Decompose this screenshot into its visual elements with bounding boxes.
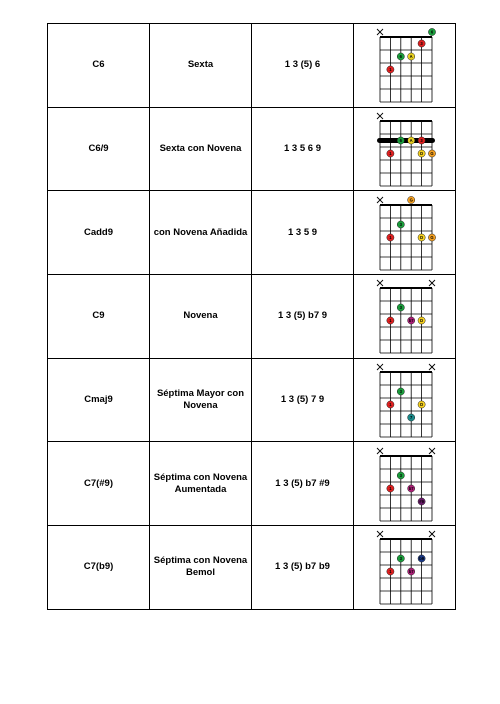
finger-dot-label: A (409, 54, 413, 60)
finger-dot-label: 1 (388, 67, 392, 73)
finger-dot-label: 1 (388, 569, 392, 575)
chord-diagram (368, 362, 442, 438)
chord-type: Séptima con Novena Bemol (150, 526, 252, 610)
finger-dot-label: 3 (399, 472, 402, 478)
chord-diagram-cell (354, 24, 456, 108)
chord-diagram (368, 529, 442, 605)
finger-dot-label: G (429, 151, 434, 157)
chord-name: C7(#9) (48, 442, 150, 526)
finger-dot-label: 1 (388, 234, 392, 240)
chord-diagram-cell (354, 526, 456, 610)
finger-dot-label: G (429, 234, 434, 240)
finger-dot-label: #9 (418, 498, 424, 504)
chord-table-body (48, 24, 456, 610)
chord-row (48, 358, 456, 442)
chord-row (48, 526, 456, 610)
finger-dot-label: 3 (419, 41, 423, 47)
chord-name: Cadd9 (48, 191, 150, 275)
chord-diagram (368, 446, 442, 522)
chord-intervals: 1 3 (5) 6 (252, 24, 354, 108)
chord-diagram-cell (354, 275, 456, 359)
finger-dot-label: b7 (408, 318, 414, 324)
chord-diagram-cell (354, 191, 456, 275)
finger-dot-label: 1 (388, 402, 392, 408)
chord-diagram-cell (354, 442, 456, 526)
chord-intervals: 1 3 (5) b7 b9 (252, 526, 354, 610)
finger-dot-label: 7 (409, 415, 412, 421)
finger-dot-label: 3 (399, 221, 402, 227)
chord-row (48, 275, 456, 359)
chord-diagram-cell (354, 107, 456, 191)
chord-name: C6 (48, 24, 150, 108)
chord-type: Sexta con Novena (150, 107, 252, 191)
finger-dot-label: 3 (399, 556, 402, 562)
chord-intervals: 1 3 5 6 9 (252, 107, 354, 191)
chord-intervals: 1 3 5 9 (252, 191, 354, 275)
finger-dot-label: 3 (399, 389, 402, 395)
finger-dot-label: b7 (408, 569, 414, 575)
chord-name: C7(b9) (48, 526, 150, 610)
chord-type: con Novena Añadida (150, 191, 252, 275)
chord-row (48, 442, 456, 526)
finger-dot-label: D (419, 234, 423, 240)
chord-diagram (368, 27, 442, 103)
finger-dot-label: 6 (399, 138, 402, 144)
chord-type: Novena (150, 275, 252, 359)
finger-dot-label: 3 (399, 305, 402, 311)
finger-dot-label: b7 (408, 485, 414, 491)
chord-diagram-cell (354, 358, 456, 442)
chord-diagram (368, 278, 442, 354)
chord-type: Sexta (150, 24, 252, 108)
finger-dot-label: A (409, 138, 413, 144)
barre-mark (377, 138, 435, 143)
chord-name: C6/9 (48, 107, 150, 191)
finger-dot-label: 6 (430, 29, 433, 35)
chord-intervals: 1 3 (5) b7 9 (252, 275, 354, 359)
chord-diagram (368, 111, 442, 187)
chord-intervals: 1 3 (5) b7 #9 (252, 442, 354, 526)
finger-dot-label: D (419, 318, 423, 324)
chord-name: C9 (48, 275, 150, 359)
chord-table (47, 23, 456, 610)
chord-row (48, 107, 456, 191)
finger-dot-label: G (409, 197, 413, 203)
finger-dot-label: D (419, 402, 423, 408)
finger-dot-label: 1 (388, 318, 392, 324)
chord-row (48, 191, 456, 275)
finger-dot-label: 6 (399, 54, 402, 60)
chord-type: Séptima Mayor con Novena (150, 358, 252, 442)
finger-dot-label: 1 (388, 151, 392, 157)
finger-dot-label: 3 (419, 138, 423, 144)
finger-dot-label: D (419, 151, 423, 157)
chord-row (48, 24, 456, 108)
chord-diagram (368, 195, 442, 271)
finger-dot-label: b9 (418, 556, 424, 562)
chord-intervals: 1 3 (5) 7 9 (252, 358, 354, 442)
chord-type: Séptima con Novena Aumentada (150, 442, 252, 526)
finger-dot-label: 1 (388, 485, 392, 491)
chord-name: Cmaj9 (48, 358, 150, 442)
